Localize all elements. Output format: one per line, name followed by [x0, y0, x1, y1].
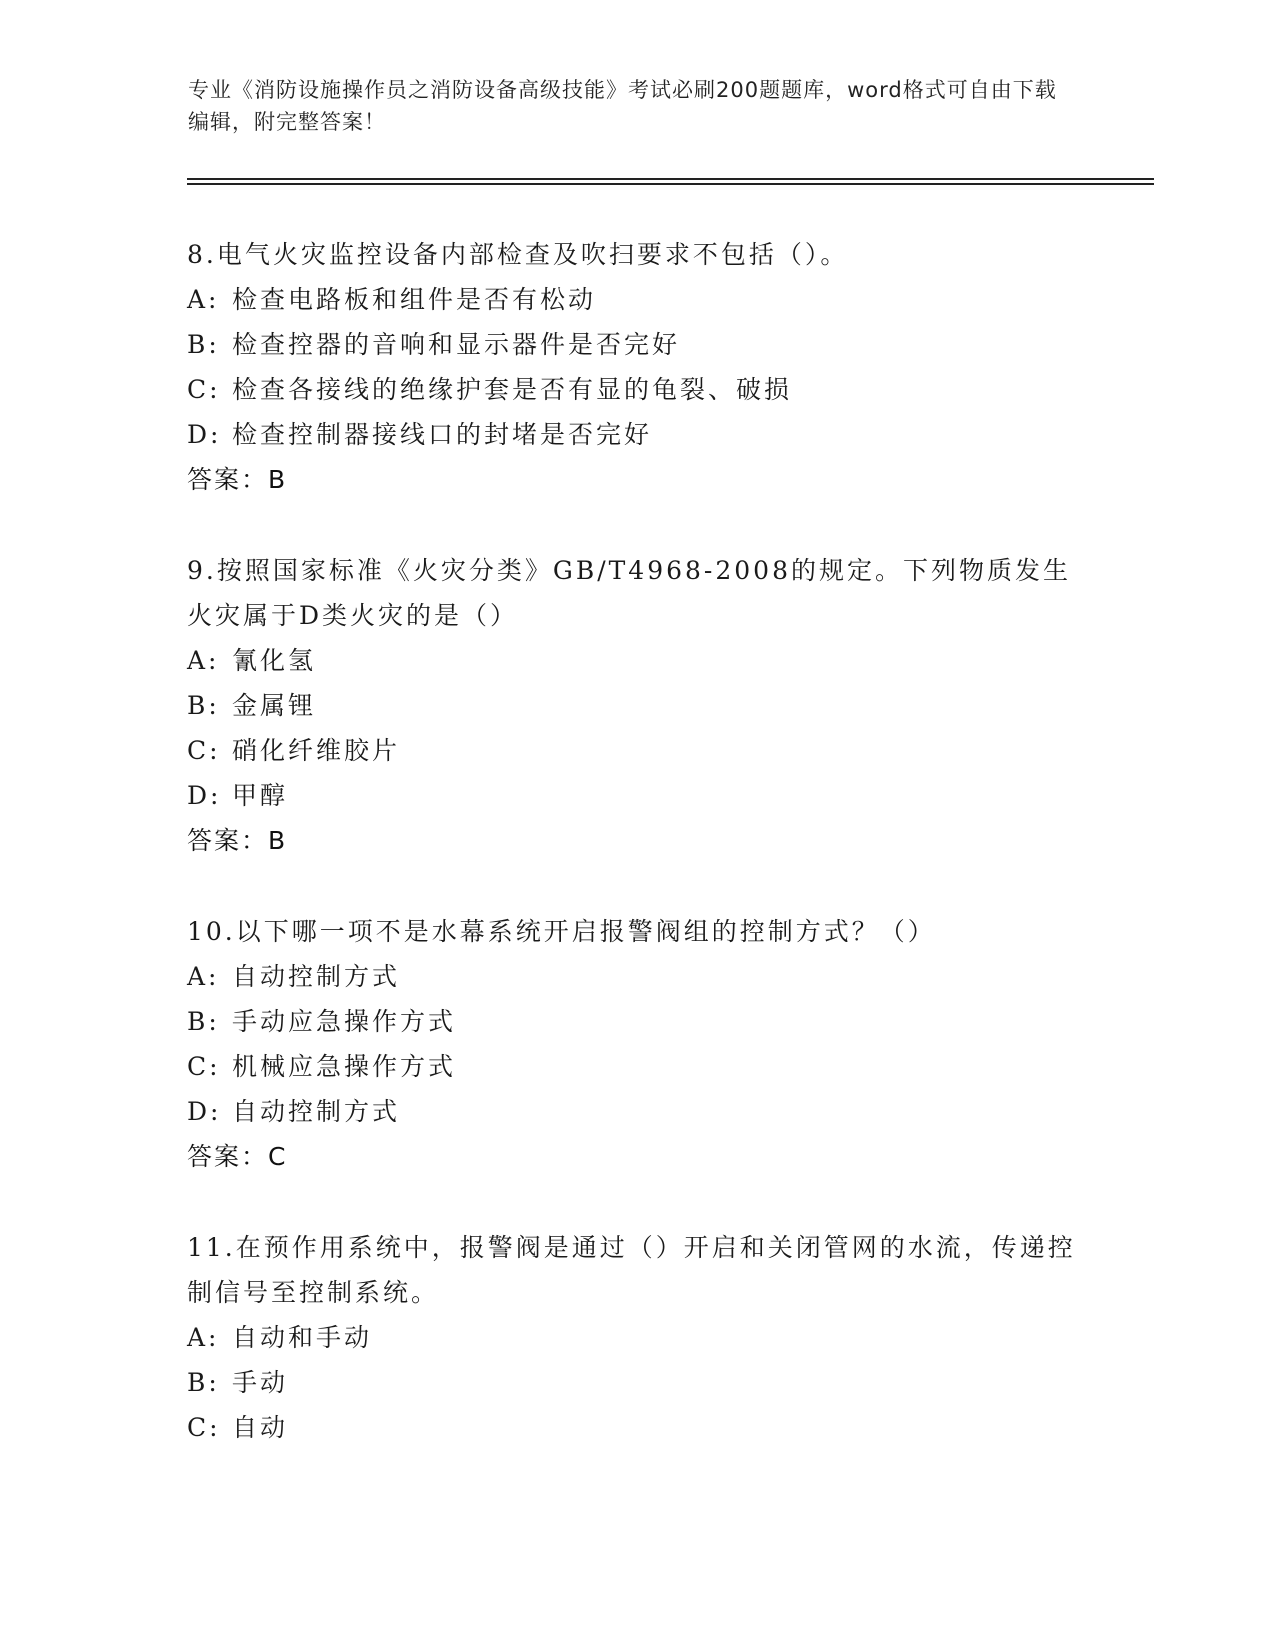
answer-line: 答案：B [187, 465, 288, 494]
option-text: 自动控制方式 [232, 1097, 401, 1126]
option-text: 自动控制方式 [232, 962, 401, 991]
answer-line: 答案：C [187, 1142, 288, 1171]
option-key: D: [187, 420, 222, 449]
option-c [187, 367, 1087, 412]
question-text: 10.以下哪一项不是水幕系统开启报警阀组的控制方式？（） [187, 917, 936, 946]
option-text: 检查控器的音响和显示器件是否完好 [232, 330, 681, 359]
option-text: 自动 [232, 1413, 289, 1442]
option-b [187, 999, 1087, 1044]
option-a [187, 638, 1087, 683]
option-text: 氰化氢 [232, 646, 317, 675]
option-text: 金属锂 [232, 691, 317, 720]
option-b [187, 683, 1087, 728]
option-key: C: [187, 1413, 221, 1442]
option-text: 硝化纤维胶片 [232, 736, 401, 765]
option-d [187, 1089, 1087, 1134]
question-text: 8.电气火灾监控设备内部检查及吹扫要求不包括（）。 [187, 240, 849, 269]
option-text: 甲醇 [232, 781, 289, 810]
option-key: D: [187, 1097, 222, 1126]
option-a [187, 277, 1087, 322]
header-divider-top [187, 178, 1154, 180]
question-item [187, 909, 1087, 1180]
question-item [187, 232, 1087, 503]
option-key: A: [187, 285, 220, 314]
question-item [187, 548, 1087, 864]
option-text: 检查各接线的绝缘护套是否有显的龟裂、破损 [232, 375, 793, 404]
option-key: B: [187, 691, 220, 720]
option-key: A: [187, 962, 220, 991]
option-text: 检查控制器接线口的封堵是否完好 [232, 420, 653, 449]
option-text: 手动 [232, 1368, 289, 1397]
option-c [187, 728, 1087, 773]
question-item [187, 1225, 1087, 1450]
option-a [187, 954, 1087, 999]
option-b [187, 1360, 1087, 1405]
option-key: B: [187, 1368, 220, 1397]
option-key: C: [187, 736, 221, 765]
option-text: 自动和手动 [232, 1323, 373, 1352]
answer-line: 答案：B [187, 826, 288, 855]
document-header: 专业《消防设施操作员之消防设备高级技能》考试必刷200题题库，word格式可自由下载编辑，附完整答案！ [188, 78, 1057, 134]
option-d [187, 412, 1087, 457]
option-b [187, 322, 1087, 367]
option-key: A: [187, 646, 220, 675]
header-divider-bottom [187, 183, 1154, 185]
option-text: 机械应急操作方式 [232, 1052, 457, 1081]
option-key: C: [187, 1052, 221, 1081]
option-key: D: [187, 781, 222, 810]
option-d [187, 773, 1087, 818]
question-text: 11.在预作用系统中，报警阀是通过（）开启和关闭管网的水流，传递控制信号至控制系统。 [187, 1233, 1076, 1307]
option-key: C: [187, 375, 221, 404]
option-text: 手动应急操作方式 [232, 1007, 457, 1036]
option-key: B: [187, 330, 220, 359]
option-key: A: [187, 1323, 220, 1352]
question-text: 9.按照国家标准《火灾分类》GB/T4968-2008的规定。下列物质发生火灾属于D类火灾的是（） [187, 556, 1071, 630]
option-a [187, 1315, 1087, 1360]
option-text: 检查电路板和组件是否有松动 [232, 285, 597, 314]
question-list [187, 232, 1087, 1495]
option-key: B: [187, 1007, 220, 1036]
option-c [187, 1405, 1087, 1450]
option-c [187, 1044, 1087, 1089]
